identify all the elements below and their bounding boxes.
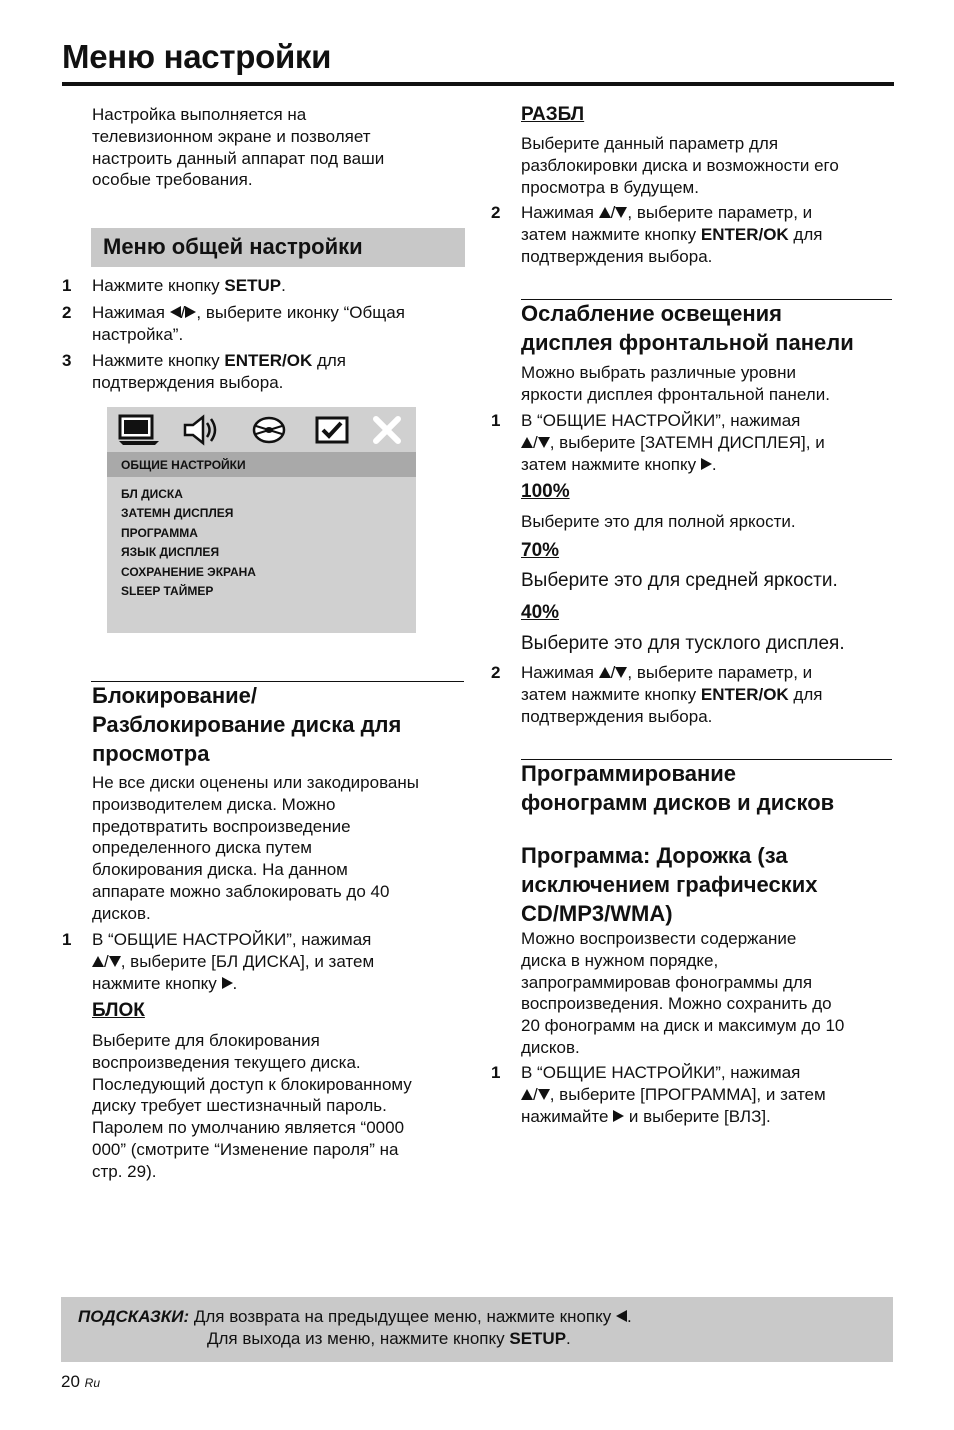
general-step-2: 2 Нажимая / , выберите иконку “Общая настройка”. <box>62 303 405 344</box>
down-arrow-icon <box>615 667 627 678</box>
dimmer-option-40-title: 40% <box>521 602 560 623</box>
left-arrow-icon <box>170 306 181 318</box>
unlock-option-title: РАЗБЛ <box>521 104 585 125</box>
program-body: Можно воспроизвести содержание диска в нужном порядке, запрограммировав фонограммы для воспроизведения. Можно сохранить до 20 фонограмм на диск и максимум до 10 дисков. <box>521 929 845 1057</box>
block-option-title: БЛОК <box>92 1000 145 1021</box>
general-menu-heading: Меню общей настройки <box>103 234 363 259</box>
right-arrow-icon <box>222 977 233 989</box>
general-step-3: 3 Нажмите кнопку ENTER/OK для подтверждения выбора. <box>62 351 347 392</box>
title-rule <box>62 82 894 86</box>
osd-item: ПРОГРАММА <box>121 525 198 540</box>
dimmer-option-100-text: Выберите это для полной яркости. <box>521 512 796 531</box>
left-arrow-icon <box>616 1310 627 1322</box>
unlock-option-body: Выберите данный параметр для разблокировки диска и возможности его просмотра в будущем. <box>521 134 839 197</box>
up-arrow-icon <box>92 956 104 967</box>
speaker-icon <box>181 413 221 447</box>
program-subheading: Программа: Дорожка (за исключением графических CD/MP3/WMA) <box>521 843 818 926</box>
up-arrow-icon <box>599 667 611 678</box>
right-arrow-icon <box>185 306 196 318</box>
osd-item: ЯЗЫК ДИСПЛЕЯ <box>121 545 220 560</box>
general-menu-heading-bar <box>91 228 465 267</box>
page-number: 20 Ru <box>61 1372 100 1391</box>
up-arrow-icon <box>521 437 533 448</box>
dimmer-option-70-text: Выберите это для средней яркости. <box>521 570 838 591</box>
osd-item-list <box>121 485 256 601</box>
osd-menu-screenshot <box>107 407 416 633</box>
down-arrow-icon <box>615 207 627 218</box>
checkbox-icon <box>313 413 351 447</box>
down-arrow-icon <box>538 1089 550 1100</box>
disc-icon <box>251 413 287 447</box>
down-arrow-icon <box>538 437 550 448</box>
intro-text: Настройка выполняется на телевизионном экране и позволяет настроить данный аппарат под ваши особые требования. <box>92 105 385 190</box>
osd-item: БЛ ДИСКА <box>121 487 183 501</box>
osd-icon-row <box>107 407 416 452</box>
lock-heading: Блокирование/ Разблокирование диска для просмотра <box>92 683 402 766</box>
right-arrow-icon <box>701 458 712 470</box>
up-arrow-icon <box>521 1089 533 1100</box>
program-step-1: 1 В “ОБЩИЕ НАСТРОЙКИ”, нажимая / , выберите [ПРОГРАММА], и затем нажимайте и выберите [ВЛЗ]. <box>491 1063 826 1126</box>
block-option-body: Выберите для блокирования воспроизведения текущего диска. Последующий доступ к блокированному диску требует шестизначный пароль. Паролем по умолчанию является “0000 000” (смотрите “Изменение пароля” на стр. 29). <box>92 1031 412 1181</box>
dimmer-option-40-text: Выберите это для тусклого дисплея. <box>521 633 845 654</box>
osd-item: SLEEP ТАЙМЕР <box>121 583 214 598</box>
osd-item: ЗАТЕМН ДИСПЛЕЯ <box>121 506 234 521</box>
close-icon <box>371 413 403 447</box>
tips-box: ПОДСКАЗКИ: Для возврата на предыдущее меню, нажмите кнопку . Для выхода из меню, нажмите кнопку SETUP. <box>61 1297 893 1362</box>
dimmer-step-2: 2 Нажимая / , выберите параметр, и затем нажмите кнопку ENTER/OK для подтверждения выбора. <box>491 663 823 726</box>
lock-step-2: 2 Нажимая / , выберите параметр, и затем нажмите кнопку ENTER/OK для подтверждения выбора. <box>491 203 823 266</box>
lock-body: Не все диски оценены или закодированы производителем диска. Можно предотвратить воспроизведение определенного диска путем блокирования диска. На данном аппарате можно заблокировать до 40 дисков. <box>92 773 419 923</box>
osd-item: СОХРАНЕНИЕ ЭКРАНА <box>121 564 256 579</box>
general-step-1: 1 Нажмите кнопку SETUP. <box>62 276 286 295</box>
tips-label: ПОДСКАЗКИ: <box>78 1307 190 1326</box>
dimmer-option-70-title: 70% <box>521 540 560 561</box>
tv-icon <box>117 413 161 447</box>
osd-header: ОБЩИЕ НАСТРОЙКИ <box>107 452 416 477</box>
dimmer-step-1: 1 В “ОБЩИЕ НАСТРОЙКИ”, нажимая / , выберите [ЗАТЕМН ДИСПЛЕЯ], и затем нажмите кнопку . <box>491 411 825 474</box>
dimmer-option-100-title: 100% <box>521 481 570 502</box>
page-title: Меню настройки <box>62 38 332 75</box>
dimmer-body: Можно выбрать различные уровни яркости дисплея фронтальной панели. <box>521 363 830 404</box>
lock-step-1: 1 В “ОБЩИЕ НАСТРОЙКИ”, нажимая / , выберите [БЛ ДИСКА], и затем нажмите кнопку . <box>62 930 375 993</box>
program-heading: Программирование фонограмм дисков и дисков <box>521 761 835 815</box>
dimmer-heading: Ослабление освещения дисплея фронтальной панели <box>521 301 854 355</box>
up-arrow-icon <box>599 207 611 218</box>
down-arrow-icon <box>109 956 121 967</box>
right-arrow-icon <box>613 1110 624 1122</box>
